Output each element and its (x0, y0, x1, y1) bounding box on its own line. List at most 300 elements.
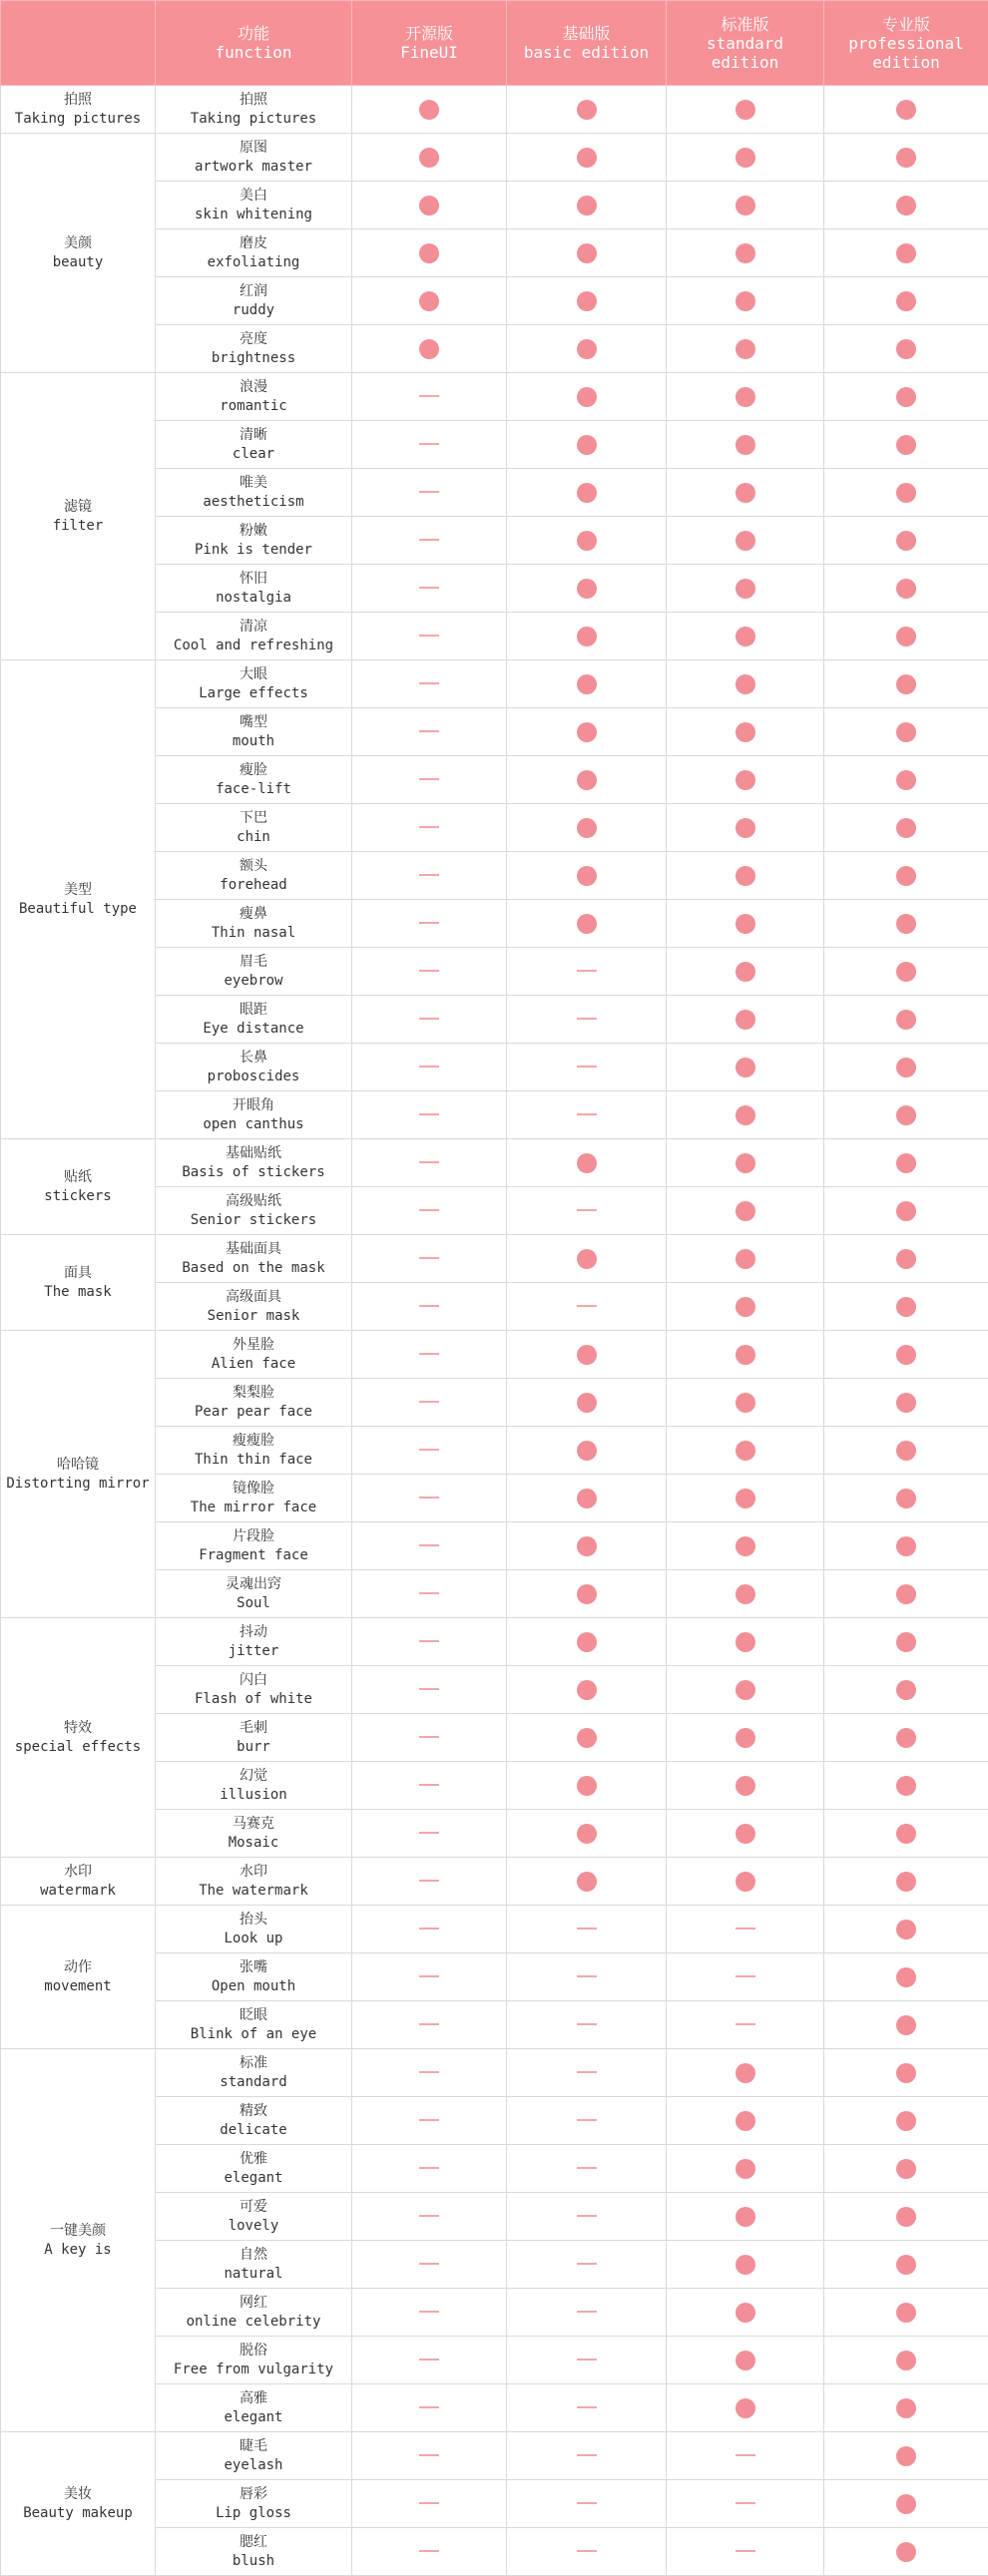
feature-cell (156, 708, 352, 756)
feature-label-zh: 毛刺 (156, 1719, 351, 1738)
dash-icon (419, 2119, 439, 2121)
dash-icon (577, 1305, 597, 1307)
availability-cell (667, 517, 824, 565)
availability-cell (352, 1139, 507, 1187)
feature-cell (156, 2384, 352, 2432)
availability-cell (507, 1858, 667, 1906)
dash-icon (577, 2023, 597, 2025)
availability-cell (667, 756, 824, 804)
dot-icon (896, 1920, 916, 1939)
availability-cell (352, 900, 507, 948)
availability-cell (507, 1570, 667, 1618)
dot-icon (896, 2351, 916, 2370)
category-cell (1, 1235, 156, 1331)
dash-icon (419, 730, 439, 732)
availability-cell (667, 2241, 824, 2289)
availability-cell (667, 565, 824, 613)
dot-icon (896, 1297, 916, 1317)
dash-icon (419, 1736, 439, 1738)
feature-cell (156, 996, 352, 1044)
dot-icon (577, 243, 597, 263)
dot-icon (577, 1584, 597, 1604)
dot-icon (736, 1010, 755, 1030)
dot-icon (896, 1680, 916, 1700)
dot-icon (577, 483, 597, 503)
feature-label-zh: 高雅 (156, 2389, 351, 2408)
availability-cell (667, 1091, 824, 1139)
availability-cell (352, 325, 507, 373)
feature-label-en: Basis of stickers (156, 1163, 351, 1182)
dot-icon (896, 962, 916, 982)
availability-cell (667, 229, 824, 277)
header-basic: 基础版 basic edition (507, 1, 667, 86)
availability-cell (667, 613, 824, 660)
dot-icon (736, 1345, 755, 1365)
availability-cell (507, 708, 667, 756)
feature-label-zh: 拍照 (156, 91, 351, 110)
feature-label-en: elegant (156, 2408, 351, 2427)
availability-cell (352, 852, 507, 900)
availability-cell (507, 1762, 667, 1810)
feature-cell (156, 948, 352, 996)
dot-icon (736, 1201, 755, 1221)
dot-icon (896, 579, 916, 599)
feature-cell (156, 1953, 352, 2001)
availability-cell (824, 1475, 988, 1522)
availability-cell (824, 2432, 988, 2480)
feature-cell (156, 229, 352, 277)
availability-cell (667, 1139, 824, 1187)
availability-cell (352, 2480, 507, 2528)
availability-cell (667, 134, 824, 182)
dot-icon (896, 1010, 916, 1030)
feature-label-en: eyebrow (156, 972, 351, 991)
dot-icon (896, 1249, 916, 1269)
category-label-zh: 动作 (1, 1958, 155, 1977)
availability-cell (507, 565, 667, 613)
availability-cell (352, 708, 507, 756)
availability-cell (352, 134, 507, 182)
dash-icon (577, 1066, 597, 1068)
feature-label-en: jitter (156, 1642, 351, 1661)
feature-label-en: Thin nasal (156, 924, 351, 943)
availability-cell (507, 900, 667, 948)
availability-cell (824, 182, 988, 229)
availability-cell (352, 1475, 507, 1522)
dot-icon (736, 1297, 755, 1317)
availability-cell (824, 756, 988, 804)
dash-icon (577, 1975, 597, 1977)
dot-icon (896, 722, 916, 742)
dot-icon (896, 1824, 916, 1844)
feature-label-zh: 梨梨脸 (156, 1384, 351, 1403)
dot-icon (577, 531, 597, 551)
availability-cell (824, 325, 988, 373)
availability-cell (507, 1331, 667, 1379)
dot-icon (896, 2207, 916, 2227)
dash-icon (419, 1113, 439, 1115)
feature-cell (156, 900, 352, 948)
dash-icon (577, 2119, 597, 2121)
availability-cell (352, 1810, 507, 1858)
availability-cell (507, 2193, 667, 2241)
category-label-zh: 滤镜 (1, 498, 155, 517)
dot-icon (896, 1105, 916, 1125)
dot-icon (896, 1632, 916, 1652)
dash-icon (419, 539, 439, 541)
feature-label-en: Pear pear face (156, 1403, 351, 1422)
availability-cell (824, 708, 988, 756)
availability-cell (824, 86, 988, 134)
feature-label-en: romantic (156, 397, 351, 416)
dot-icon (896, 196, 916, 215)
dot-icon (577, 1153, 597, 1173)
dot-icon (736, 339, 755, 359)
feature-label-zh: 眼距 (156, 1001, 351, 1020)
availability-cell (352, 613, 507, 660)
category-label-zh: 贴纸 (1, 1168, 155, 1187)
availability-cell (824, 1427, 988, 1475)
dot-icon (736, 2111, 755, 2131)
dot-icon (419, 196, 439, 215)
feature-label-zh: 亮度 (156, 330, 351, 349)
feature-label-zh: 瘦瘦脸 (156, 1432, 351, 1451)
availability-cell (507, 134, 667, 182)
feature-label-en: proboscides (156, 1068, 351, 1086)
dot-icon (736, 770, 755, 790)
availability-cell (667, 1522, 824, 1570)
availability-cell (824, 996, 988, 1044)
feature-cell (156, 852, 352, 900)
availability-cell (667, 2480, 824, 2528)
feature-label-zh: 大眼 (156, 665, 351, 684)
availability-cell (352, 2001, 507, 2049)
dot-icon (736, 2063, 755, 2083)
feature-cell (156, 565, 352, 613)
feature-label-zh: 马赛克 (156, 1815, 351, 1834)
feature-label-en: forehead (156, 876, 351, 895)
availability-cell (824, 1139, 988, 1187)
dash-icon (419, 1544, 439, 1546)
dot-icon (577, 196, 597, 215)
dot-icon (896, 818, 916, 838)
table-row (1, 1331, 988, 1379)
availability-cell (352, 2384, 507, 2432)
dash-icon (419, 1305, 439, 1307)
dot-icon (736, 243, 755, 263)
availability-cell (667, 2337, 824, 2384)
feature-label-zh: 高级贴纸 (156, 1192, 351, 1211)
dash-icon (419, 443, 439, 445)
availability-cell (507, 517, 667, 565)
header-open-source: 开源版 FineUI (352, 1, 507, 86)
availability-cell (667, 1044, 824, 1091)
dash-icon (419, 1161, 439, 1163)
category-label-en: A key is (1, 2241, 155, 2260)
dot-icon (736, 387, 755, 407)
feature-label-en: Look up (156, 1930, 351, 1948)
feature-cell (156, 756, 352, 804)
feature-cell (156, 2480, 352, 2528)
dash-icon (419, 2167, 439, 2169)
dash-icon (419, 635, 439, 637)
dot-icon (896, 1345, 916, 1365)
feature-label-en: mouth (156, 732, 351, 751)
dot-icon (736, 1249, 755, 1269)
availability-cell (352, 2289, 507, 2337)
dot-icon (736, 531, 755, 551)
feature-label-en: Pink is tender (156, 541, 351, 560)
feature-label-zh: 水印 (156, 1863, 351, 1882)
dot-icon (896, 2303, 916, 2323)
feature-cell (156, 182, 352, 229)
feature-label-en: Senior mask (156, 1307, 351, 1326)
dash-icon (419, 2263, 439, 2265)
dot-icon (577, 1776, 597, 1796)
availability-cell (352, 1953, 507, 2001)
availability-cell (824, 2241, 988, 2289)
availability-cell (507, 229, 667, 277)
dot-icon (896, 2015, 916, 2035)
availability-cell (507, 2097, 667, 2145)
dash-icon (419, 1928, 439, 1930)
header-standard: 标准版 standard edition (667, 1, 824, 86)
availability-cell (507, 996, 667, 1044)
dot-icon (896, 2542, 916, 2562)
dot-icon (736, 2351, 755, 2370)
dot-icon (736, 1824, 755, 1844)
dot-icon (577, 100, 597, 120)
availability-cell (507, 2384, 667, 2432)
feature-label-en: artwork master (156, 158, 351, 177)
dash-icon (419, 2215, 439, 2217)
feature-cell (156, 2432, 352, 2480)
availability-cell (352, 565, 507, 613)
feature-cell (156, 1762, 352, 1810)
availability-cell (667, 469, 824, 517)
feature-cell (156, 804, 352, 852)
dot-icon (736, 1058, 755, 1077)
availability-cell (507, 2289, 667, 2337)
dot-icon (896, 1967, 916, 1987)
availability-cell (667, 2097, 824, 2145)
category-label-en: filter (1, 517, 155, 536)
availability-cell (667, 373, 824, 421)
feature-cell (156, 1522, 352, 1570)
dash-icon (419, 1688, 439, 1690)
dash-icon (736, 2023, 755, 2025)
feature-cell (156, 1187, 352, 1235)
availability-cell (667, 1475, 824, 1522)
dot-icon (736, 100, 755, 120)
feature-label-en: face-lift (156, 780, 351, 799)
availability-cell (667, 1235, 824, 1283)
availability-cell (507, 1427, 667, 1475)
feature-label-zh: 抬头 (156, 1911, 351, 1930)
feature-cell (156, 2289, 352, 2337)
feature-label-zh: 抖动 (156, 1623, 351, 1642)
dot-icon (896, 148, 916, 168)
feature-label-en: skin whitening (156, 206, 351, 224)
feature-label-zh: 下巴 (156, 809, 351, 828)
availability-cell (352, 1714, 507, 1762)
availability-cell (824, 1044, 988, 1091)
availability-cell (824, 134, 988, 182)
category-cell (1, 2432, 156, 2576)
availability-cell (824, 517, 988, 565)
feature-label-zh: 网红 (156, 2294, 351, 2313)
dot-icon (736, 914, 755, 934)
dash-icon (419, 1640, 439, 1642)
dash-icon (736, 2550, 755, 2552)
availability-cell (824, 1187, 988, 1235)
availability-cell (667, 660, 824, 708)
dash-icon (419, 1449, 439, 1451)
feature-cell (156, 134, 352, 182)
availability-cell (507, 1091, 667, 1139)
availability-cell (507, 277, 667, 325)
feature-cell (156, 1475, 352, 1522)
availability-cell (667, 2049, 824, 2097)
dash-icon (736, 2502, 755, 2504)
availability-cell (667, 1427, 824, 1475)
availability-cell (352, 1187, 507, 1235)
table-row (1, 660, 988, 708)
availability-cell (667, 2384, 824, 2432)
feature-cell (156, 2097, 352, 2145)
dot-icon (736, 962, 755, 982)
feature-label-zh: 怀旧 (156, 570, 351, 589)
dot-icon (577, 435, 597, 455)
dot-icon (577, 1489, 597, 1508)
availability-cell (352, 1235, 507, 1283)
dot-icon (736, 1680, 755, 1700)
feature-cell (156, 1091, 352, 1139)
dot-icon (896, 2398, 916, 2418)
availability-cell (352, 1522, 507, 1570)
availability-cell (352, 1044, 507, 1091)
category-label-en: movement (1, 1977, 155, 1996)
availability-cell (352, 2193, 507, 2241)
feature-label-zh: 唇彩 (156, 2485, 351, 2504)
availability-cell (667, 852, 824, 900)
dash-icon (577, 2502, 597, 2504)
availability-cell (667, 1714, 824, 1762)
availability-cell (824, 2384, 988, 2432)
feature-label-en: standard (156, 2073, 351, 2092)
availability-cell (507, 1810, 667, 1858)
feature-label-en: Taking pictures (156, 110, 351, 129)
feature-label-en: brightness (156, 349, 351, 368)
feature-cell (156, 660, 352, 708)
availability-cell (824, 1906, 988, 1953)
availability-cell (667, 1618, 824, 1666)
dot-icon (577, 1393, 597, 1413)
dash-icon (419, 874, 439, 876)
availability-cell (352, 1906, 507, 1953)
dot-icon (419, 339, 439, 359)
feature-cell (156, 1714, 352, 1762)
feature-label-zh: 红润 (156, 282, 351, 301)
availability-cell (667, 1762, 824, 1810)
dash-icon (419, 2454, 439, 2456)
feature-cell (156, 1427, 352, 1475)
dot-icon (896, 1776, 916, 1796)
availability-cell (667, 1331, 824, 1379)
feature-label-zh: 眉毛 (156, 953, 351, 972)
dot-icon (577, 770, 597, 790)
dash-icon (577, 2071, 597, 2073)
availability-cell (667, 2289, 824, 2337)
availability-cell (352, 2337, 507, 2384)
availability-cell (824, 804, 988, 852)
category-label-en: special effects (1, 1738, 155, 1757)
availability-cell (667, 948, 824, 996)
dash-icon (419, 682, 439, 684)
availability-cell (352, 660, 507, 708)
dot-icon (736, 1489, 755, 1508)
feature-cell (156, 325, 352, 373)
feature-label-en: Soul (156, 1594, 351, 1613)
availability-cell (352, 948, 507, 996)
availability-cell (507, 1379, 667, 1427)
table-body (1, 86, 988, 2576)
category-label-en: Distorting mirror (1, 1475, 155, 1494)
availability-cell (507, 1044, 667, 1091)
dot-icon (577, 722, 597, 742)
availability-cell (507, 2337, 667, 2384)
availability-cell (824, 1858, 988, 1906)
availability-cell (824, 660, 988, 708)
dash-icon (419, 970, 439, 972)
dot-icon (736, 148, 755, 168)
feature-label-zh: 幻觉 (156, 1767, 351, 1786)
availability-cell (507, 1139, 667, 1187)
dot-icon (896, 1489, 916, 1508)
availability-cell (824, 1379, 988, 1427)
dot-icon (896, 1153, 916, 1173)
availability-cell (507, 86, 667, 134)
feature-cell (156, 2049, 352, 2097)
table-row (1, 1139, 988, 1187)
availability-cell (352, 1331, 507, 1379)
dot-icon (896, 100, 916, 120)
feature-cell (156, 2337, 352, 2384)
feature-cell (156, 1283, 352, 1331)
dash-icon (419, 2502, 439, 2504)
feature-label-en: delicate (156, 2121, 351, 2140)
dash-icon (419, 1209, 439, 1211)
availability-cell (352, 277, 507, 325)
feature-label-en: elegant (156, 2169, 351, 2188)
feature-label-zh: 长鼻 (156, 1049, 351, 1068)
dash-icon (419, 1880, 439, 1882)
availability-cell (507, 2480, 667, 2528)
category-label-zh: 一键美颜 (1, 2222, 155, 2241)
dot-icon (736, 627, 755, 646)
availability-cell (824, 2480, 988, 2528)
dot-icon (736, 1776, 755, 1796)
availability-cell (352, 373, 507, 421)
feature-label-zh: 自然 (156, 2246, 351, 2265)
dot-icon (736, 866, 755, 886)
availability-cell (507, 2049, 667, 2097)
dot-icon (577, 674, 597, 694)
dot-icon (577, 1441, 597, 1461)
feature-label-zh: 腮红 (156, 2533, 351, 2552)
feature-label-en: Eye distance (156, 1020, 351, 1039)
dash-icon (419, 778, 439, 780)
